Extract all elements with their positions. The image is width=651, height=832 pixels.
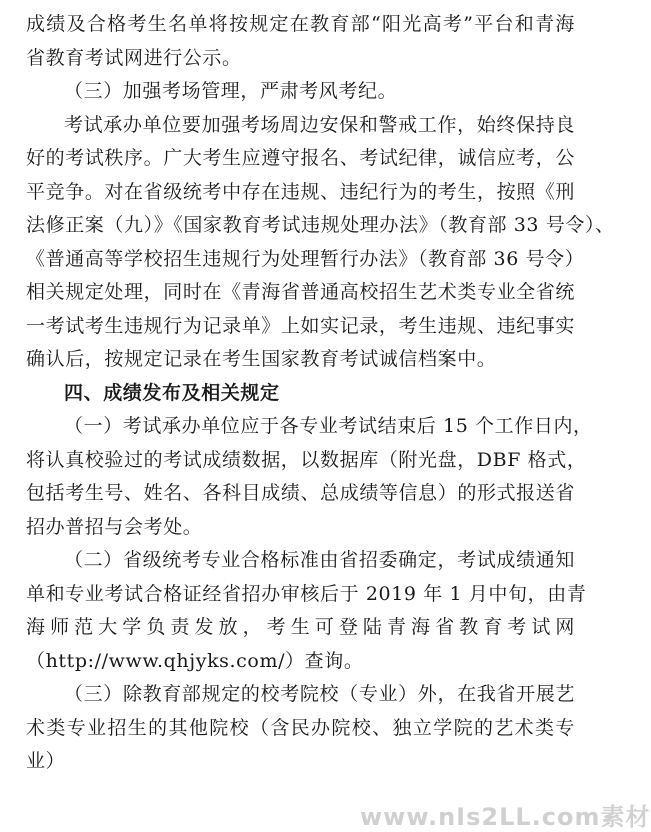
document-body bbox=[26, 8, 615, 779]
section-heading: 四、成绩发布及相关规定 bbox=[64, 381, 280, 404]
text-line: 招办普招与会考处。 bbox=[26, 515, 203, 538]
text-line: 业） bbox=[26, 750, 66, 772]
text-line: 术类专业招生的其他院校（含民办院校、独立学院的艺术类专 bbox=[26, 716, 575, 739]
text-line: 单和专业考试合格证经省招办审核后于 2019 年 1 月中旬，由青 bbox=[26, 582, 587, 605]
text-line: （一）考试承办单位应于各专业考试结束后 15 个工作日内， bbox=[64, 415, 593, 437]
text-line: 一考试考生违规行为记录单》上如实记录，考生违规、违纪事实 bbox=[26, 314, 575, 337]
text-line: 确认后，按规定记录在考生国家教育考试诚信档案中。 bbox=[26, 348, 497, 370]
text-line: 《普通高等学校招生违规行为处理暂行办法》（教育部 36 号令） bbox=[26, 247, 585, 270]
text-line: （二）省级统考专业合格标准由省招委确定，考试成绩通知 bbox=[64, 549, 575, 571]
text-line: 海师范大学负责发放，考生可登陆青海省教育考试网 bbox=[26, 616, 575, 638]
text-line: 包括考生号、姓名、各科目成绩、总成绩等信息）的形式报送省 bbox=[26, 482, 575, 504]
text-line: 将认真校验过的考试成绩数据，以数据库（附光盘，DBF 格式， bbox=[26, 448, 587, 471]
text-line: 相关规定处理，同时在《青海省普通高校招生艺术类专业全省统 bbox=[26, 281, 575, 303]
text-line: 省教育考试网进行公示。 bbox=[26, 46, 242, 69]
text-line: 好的考试秩序。广大考生应遵守报名、考试纪律，诚信应考，公 bbox=[26, 147, 575, 169]
text-line: 成绩及合格考生名单将按规定在教育部“阳光高考”平台和青海 bbox=[26, 13, 575, 35]
watermark-text: www.nIs2LL.com素材 bbox=[360, 803, 651, 831]
text-line: （http://www.qhjyks.com/）查询。 bbox=[26, 649, 364, 672]
text-line: 平竞争。对在省级统考中存在违规、违纪行为的考生，按照《刑 bbox=[26, 180, 575, 203]
text-line: 考试承办单位要加强考场周边安保和警戒工作，始终保持良 bbox=[64, 113, 575, 136]
text-line: （三）除教育部规定的校考院校（专业）外，在我省开展艺 bbox=[64, 683, 575, 705]
text-line: （三）加强考场管理，严肃考风考纪。 bbox=[64, 80, 398, 102]
text-line: 法修正案（九）》《国家教育考试违规处理办法》（教育部 33 号令）、 bbox=[26, 214, 615, 236]
